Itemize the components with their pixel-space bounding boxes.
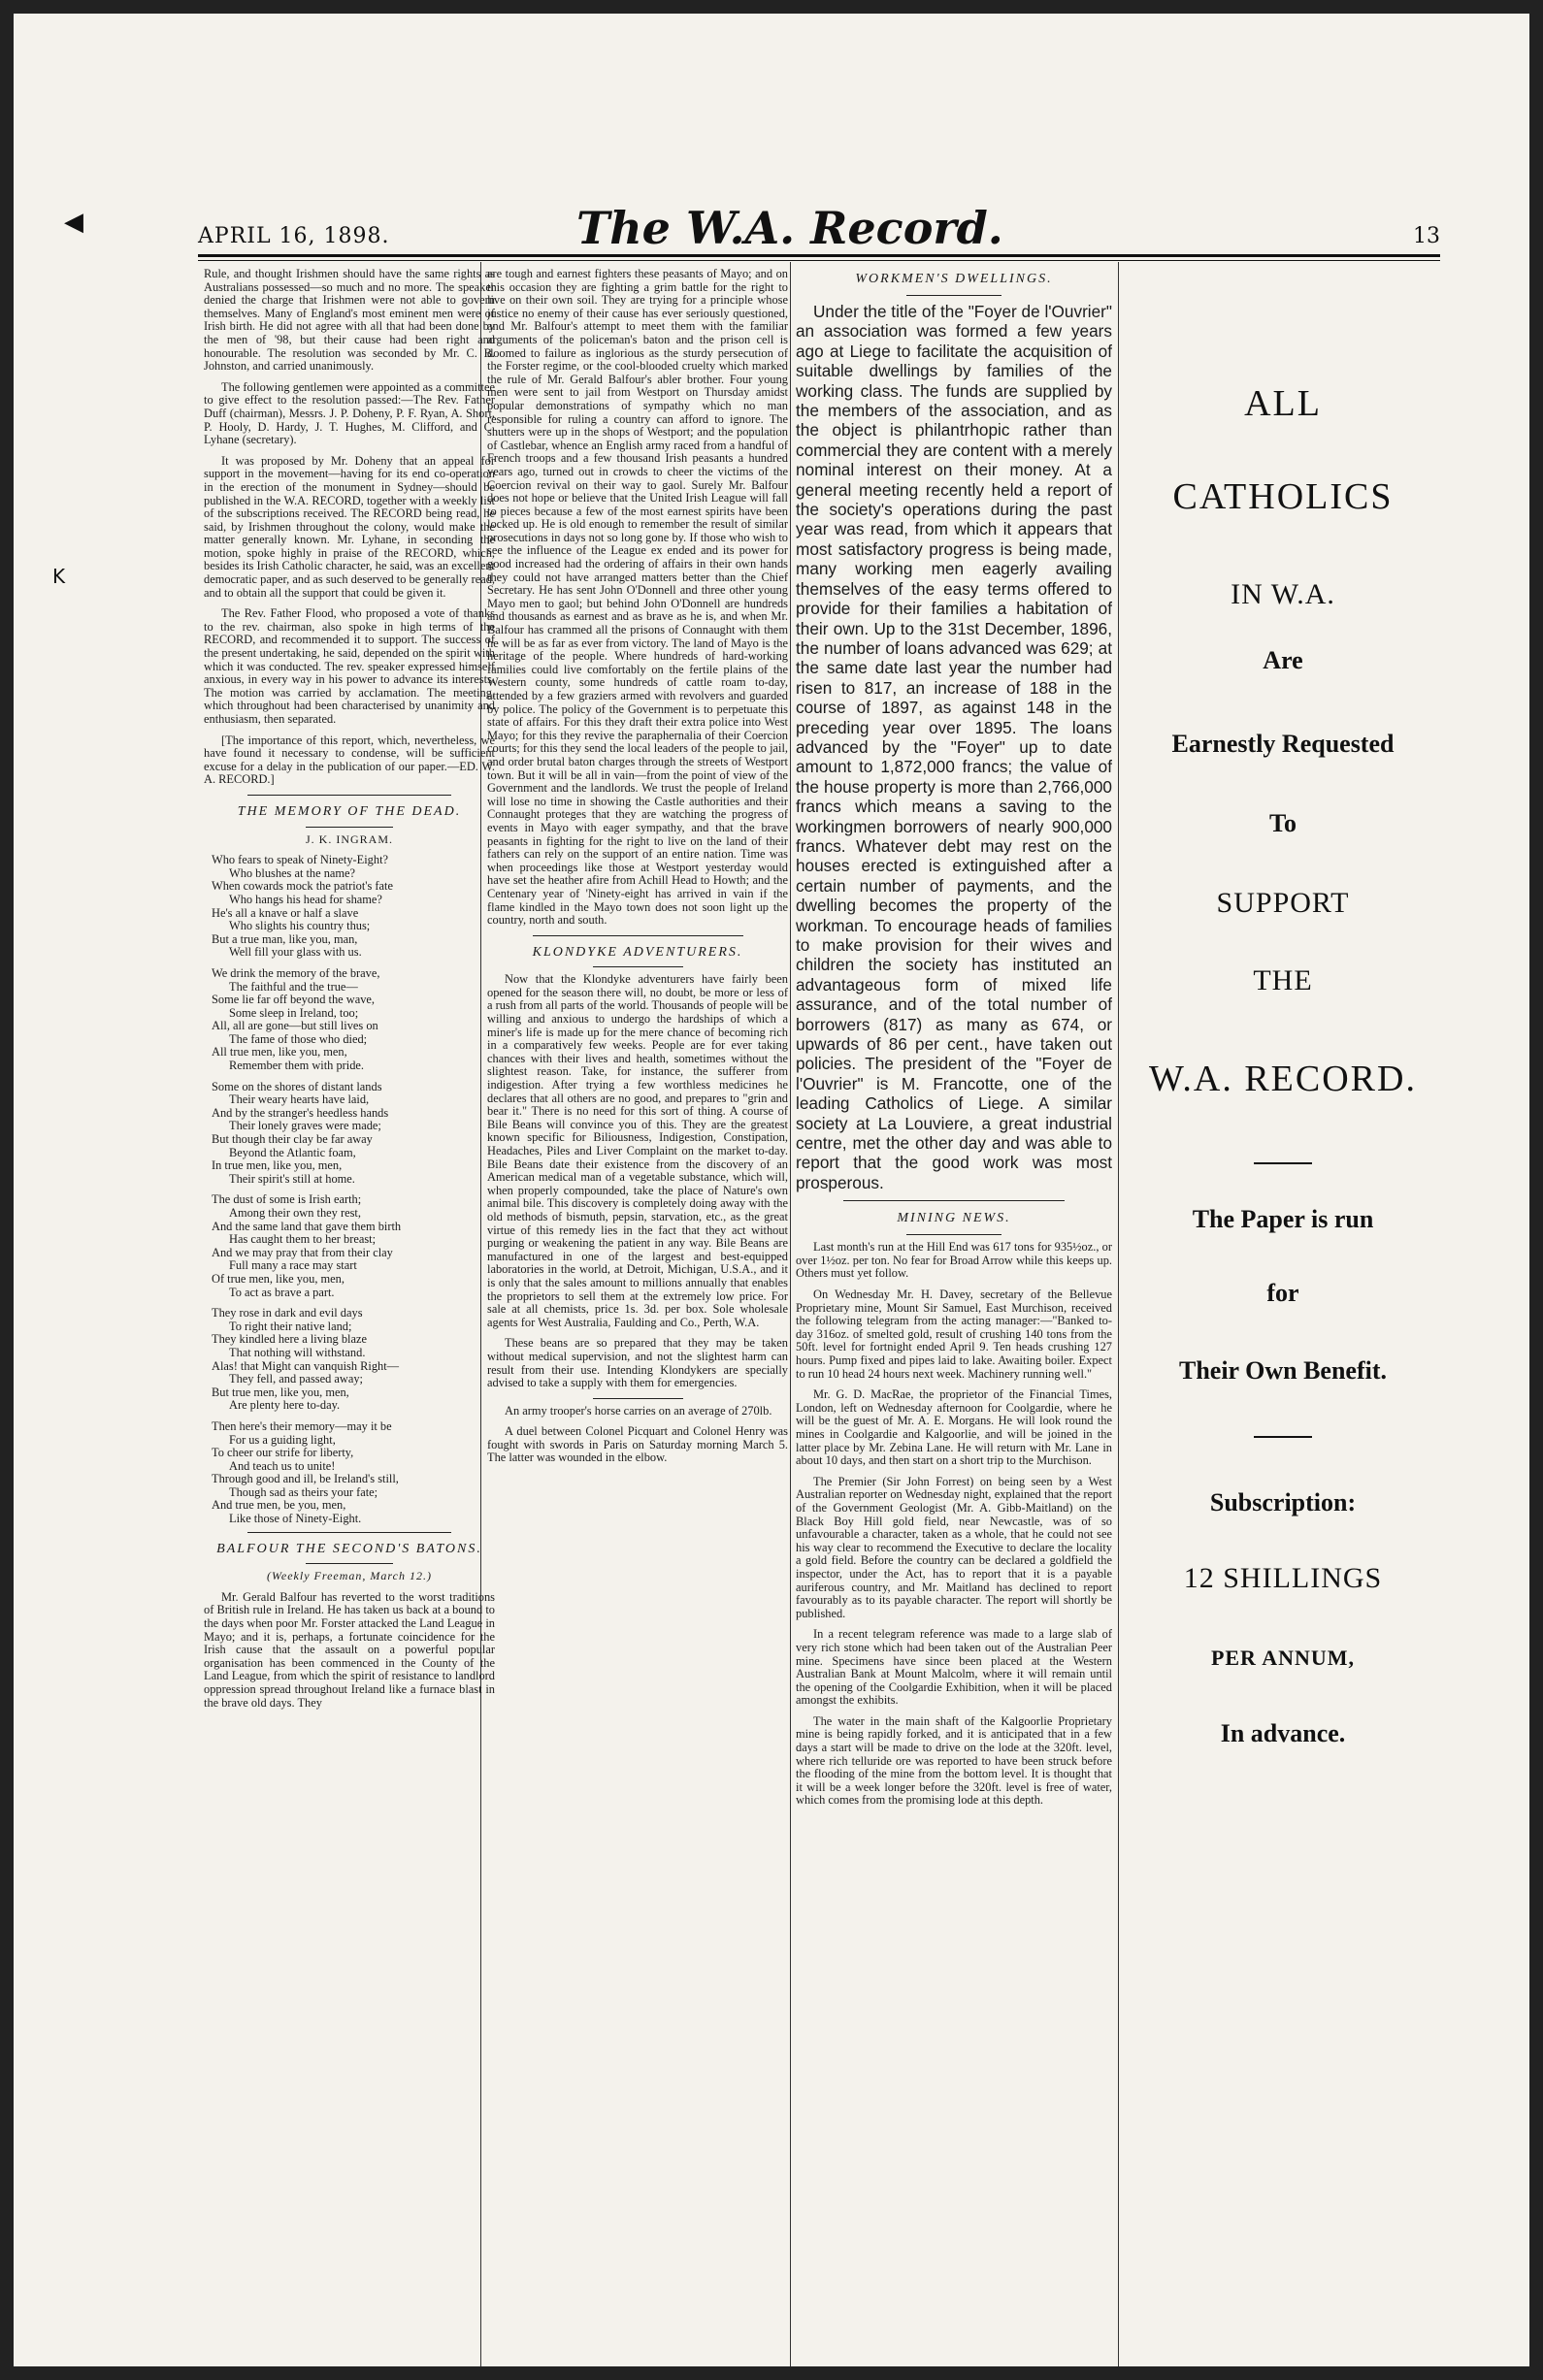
article-title: WORKMEN'S DWELLINGS.: [855, 272, 1053, 286]
poem-line: But a true man, like you, man,: [212, 931, 358, 946]
poem-line: All true men, like you, men,: [212, 1045, 347, 1060]
ad-line: THE: [1253, 964, 1313, 996]
article-paragraph: The Premier (Sir John Forrest) on being seen by a West Australian reporter on Wednesday night, explained that the report of the Government Geologist (Mr. A. Gibb-Maitland) on the Black Boy Hill gold field, near Newcastle, was of so unfavourable a character, taken as a whole, that he could not see his way clear to recommend the Executive to declare the locality a gold field. Before the country can be declared a goldfield the inspector, under the Act, has to report that it is a payable auriferous country, and Mr. Maitland has declined to report favourably as to its payable character. The report will shortly be published.: [796, 1474, 1112, 1620]
page-header: [198, 196, 1440, 254]
poem-line: And the same land that gave them birth: [212, 1219, 402, 1233]
poem-line: Who fears to speak of Ninety-Eight?: [212, 853, 389, 867]
poem-line: And true men, be you, men,: [212, 1498, 346, 1513]
poem-line: Some lie far off beyond the wave,: [212, 993, 376, 1007]
article-paragraph: Under the title of the "Foyer de l'Ouvrier" an association was formed a few years ago at Liege to facilitate the acquisition of suitable dwellings by families of the working class. The funds are supplied by the members of the association, and as the object is philantrhopic rather than commercial they are content with a merely nominal interest on their money. At a general meeting recently held a report of the society's operations during the past year was read, from which it appears that most satisfactory progress is being made, many working men eagerly availing themselves of the easy terms offered to provide for their families a habitation of their own. Up to the 31st December, 1896, the number of loans advanced was 629; at the same date last year the number had risen to 817, an increase of 188 in the course of 1897, as against 148 in the preceding year over 1895. The loans advanced by the "Foyer" up to date amount to 1,872,000 francs; the value of the house property is more than 2,766,000 francs which means a saving to the workingmen borrowers of nearly 900,000 francs. Whatever debt may rest on the houses erected is extinguished after a certain number of payments, and the dwelling becomes the property of the workman. To encourage heads of families to make provision for their wives and children the society has instituted an advantageous form of mixed life assurance, and of the total number of borrowers (817) as many as 674, or upwards of 86 per cent., have taken out policies. The president of the "Foyer de l'Ouvrier" is M. Francotte, one of the leading Catholics of Liege. A similar society at La Louviere, a great industrial centre, met the other day and was able to report that the good work was most prosperous.: [796, 302, 1112, 1192]
poem-line: Their lonely graves were made;: [229, 1119, 381, 1133]
poem-title: THE MEMORY OF THE DEAD.: [237, 803, 462, 819]
poem-line: Remember them with pride.: [229, 1059, 365, 1073]
article-title: MINING NEWS.: [897, 1211, 1011, 1226]
article-paragraph: Mr. G. D. MacRae, the proprietor of the Financial Times, London, left on Wednesday afternoon for Coolgardie, where he will be the guest of Mr. A. E. Morgans. He will look round the mines in Coolgardie and Kalgoorlie, and will be joined in the latter place by Mr. Zebina Lane. He will return with Mr. Lane in about 10 days, and then start on a short trip to the Murchison.: [796, 1387, 1112, 1468]
poem-line: Then here's their memory—may it be: [212, 1418, 392, 1433]
poem-line: The dust of some is Irish earth;: [212, 1192, 362, 1207]
article-paragraph: Rule, and thought Irishmen should have the same rights as Australians possessed—so much and no more. The speaker denied the charge that Irishmen were not able to govern themselves. Many of England's most eminent men were of Irish birth. He did not agree with all that had been done by the men of '98, but their cause had been right and honourable. The resolution was seconded by Mr. C. B. Johnston, and carried unanimously.: [204, 268, 495, 374]
article-source: (Weekly Freeman, March 12.): [267, 1569, 432, 1583]
poem-line: To act as brave a part.: [229, 1285, 335, 1299]
section-divider: [533, 935, 743, 936]
poem-line: Beyond the Atlantic foam,: [229, 1145, 356, 1159]
article-paragraph: It was proposed by Mr. Doheny that an appeal for support in the movement—having for its end co-operation in the erection of the monument in Sydney—should be published in the W.A. RECORD, together with a weekly list of the subscriptions received. The RECORD being read, he said, by Irishmen throughout the colony, would make the matter generally known. Mr. Lyhane, in seconding the motion, spoke highly in praise of the RECORD, which, besides its Irish Catholic character, he said, was an excellent democratic paper, and as such deserved to be generally read, and to obtain all the support that could be given it.: [204, 453, 495, 600]
binding-mark-icon: ◀: [64, 208, 83, 237]
poem-line: Of true men, like you, men,: [212, 1271, 345, 1286]
poem-line: To right their native land;: [229, 1319, 352, 1333]
poem-line: Some on the shores of distant lands: [212, 1079, 382, 1093]
ad-line: 12 SHILLINGS: [1183, 1562, 1383, 1594]
ad-line: Earnestly Requested: [1171, 730, 1395, 758]
editor-note: [The importance of this report, which, nevertheless, we have found it necessary to condense, will be sufficient excuse for a delay in the publication of our paper.—ED. W. A. RECORD.]: [204, 733, 495, 787]
article-title: KLONDYKE ADVENTURERS.: [532, 944, 743, 960]
poem-line: To cheer our strife for liberty,: [212, 1446, 354, 1460]
header-rule-thin: [198, 260, 1440, 261]
poem-line: Alas! that Might can vanquish Right—: [212, 1358, 400, 1373]
poem-line: Has caught them to her breast;: [229, 1232, 377, 1247]
section-divider: [593, 1398, 683, 1399]
section-divider: [906, 1234, 1001, 1235]
poem-line: Who slights his country thus;: [229, 919, 371, 933]
issue-date: APRIL 16, 1898.: [198, 224, 390, 248]
poem-line: But though their clay be far away: [212, 1132, 373, 1147]
masthead-title: The W.A. Record.: [576, 202, 1003, 254]
subscription-advertisement: [1126, 268, 1440, 2364]
section-divider: [247, 795, 451, 796]
article-title: BALFOUR THE SECOND'S BATONS.: [216, 1541, 482, 1556]
poem-author: J. K. INGRAM.: [305, 831, 393, 846]
poem-line: Like those of Ninety-Eight.: [229, 1512, 362, 1526]
poem-line: Through good and ill, be Ireland's still,: [212, 1472, 399, 1486]
poem-line: He's all a knave or half a slave: [212, 905, 359, 920]
poem-line: And we may pray that from their clay: [212, 1245, 393, 1259]
poem-body: [212, 854, 495, 1526]
poem-line: Their weary hearts have laid,: [229, 1092, 370, 1107]
article-paragraph: The following gentlemen were appointed as a committee to give effect to the resolution passed:—The Rev. Father Duff (chairman), Messrs. J. P. Doheny, P. F. Ryan, A. Short, P. Hooly, D. Hardy, J. T. Hughes, M. Clifford, and C. Lyhane (secretary).: [204, 379, 495, 447]
ad-line: for: [1266, 1279, 1299, 1307]
section-divider: [306, 827, 393, 828]
section-divider: [843, 1200, 1065, 1201]
poem-line: And teach us to unite!: [229, 1458, 336, 1473]
section-divider: [593, 966, 683, 967]
ad-line: In advance.: [1220, 1719, 1346, 1747]
article-paragraph: are tough and earnest fighters these peasants of Mayo; and on this occasion they are fighting a grim battle for the right to live on their own soil. They are trying for a principle whose justice no enemy of their cause has ever seriously questioned, and Mr. Balfour's attempt to meet them with the familiar arguments of the policeman's baton and the prison cell is doomed to failure as inglorious as the sturdy persecution of the Forster regime, or the cool-blooded cruelty which marked the rule of Mr. Gerald Balfour's abler brother. Four young men were sent to jail from Westport on Thursday amidst popular demonstrations of sympathy which no man responsible for ruling a country can afford to ignore. The shutters were up in the shops of Westport; and the population of Castlebar, whence an English army raced from a handful of French troops and a few thousand Irish peasants a hundred years ago, turned out in crowds to cheer the victims of the Coercion revival on their way to gaol. Surely Mr. Balfour does not hope or believe that the United Irish League will fall to pieces because a few of the most earnest spirits have been locked up. He is old enough to remember the result of similar prosecutions in days not so long gone by. If those who wish to see the influence of the League ex ended and its power for good increased had the ordering of affairs in their own hands they could not have arranged matters better than the Chief Secretary. He has sent John O'Donnell and three other young Mayo men to gaol; but behind John O'Donnell are hundreds and thousands as earnest and as brave as he is, and when Mr. Balfour has crammed all the prisons of Connaught with them he will be as far as ever from victory. The land of Mayo is the heritage of the people. Where hundreds of hard-working families could live comfortably on the fertile plains of the Western county, some hundreds of cattle roam to-day, attended by a few graziers armed with revolvers and guarded by police. The policy of the Government is to perpetuate this state of affairs. For this they draft their extra police into West Mayo; for this they revive the paraphernalia of their Coercion courts; for this they send the local leaders of the people to jail, and order brutal baton charges through the streets of Westport town. But it will be all in vain—from the point of view of the Government and the landlords. We trust the people of Ireland will lose no time in showing the Castle authorities and their Connaught proteges that they are watching the progress of events in Mayo with eager sympathy, and that the brave peasants in fighting for the right to live on the land of their fathers can rely on the support of an entire nation. Time was when proceedings like those at Westport yesterday would have set the heather afire from Achill Head to Howth; and the Centenary year of 'Ninety-eight has arrived in vain if the flame kindled in the Mayo town does not soon light up the country, north and south.: [487, 268, 788, 928]
poem-line: Full many a race may start: [229, 1258, 357, 1273]
poem-line: They fell, and passed away;: [229, 1372, 363, 1386]
ad-line: Subscription:: [1209, 1488, 1357, 1516]
poem-line: Who hangs his head for shame?: [229, 892, 382, 906]
poem-line: The faithful and the true—: [229, 979, 358, 994]
poem-line: Are plenty here to-day.: [229, 1398, 341, 1413]
column-1: [204, 268, 495, 2364]
column-rule: [1118, 262, 1119, 2366]
ad-line: CATHOLICS: [1172, 476, 1394, 517]
article-paragraph: Now that the Klondyke adventurers have fairly been opened for the season there will, no doubt, be more or less of a rush from all parts of the world. Thousands of people will be willing and anxious to undergo the hardships of which a miner's life is made up for the mere chance of becoming rich in a comparatively few weeks. People are for ever taking chances with their lives and health, sometimes without the slightest reason. Take, for instance, the sufferer from indigestion. After trying a few worthless medicines he declares that all others are no good, and prepares to "grin and bear it." There is no need for this sort of thing. A course of Bile Beans will convince you of this. They are the greatest known specific for Biliousness, Indigestion, Constipation, Headaches, Piles and Liver Complaint on the market to-day. Bile Beans date their existence from the discovery of an American medical man of a vegetable substance, which will, when properly compounded, take the place of Nature's own animal bile. This discovery is completely doing away with the old methods of bismuth, pepsin, starvation, etc., as the great virtue of this remedy lies in the fact that they act without purging or weakening the patient in any way. Bile Beans are manufactured in one of the largest and best-equipped laboratories in the world, at Detroit, Michigan, U.S.A., and it is only that the sales amount to millions annually that enables the proprietors to sell them at the extremely low price. For sale at all chemists, price 1s. 3d. per box. Sole wholesale agents for West Australia, Faulding and Co., Perth, W.A.: [487, 972, 788, 1329]
ad-line: Their Own Benefit.: [1178, 1356, 1388, 1385]
section-divider: [247, 1532, 451, 1533]
column-rule: [790, 262, 791, 2366]
section-divider: [906, 295, 1001, 296]
poem-line: But true men, like you, men,: [212, 1385, 349, 1399]
poem-line: Well fill your glass with us.: [229, 945, 362, 960]
poem-line: Who blushes at the name?: [229, 865, 356, 880]
poem-line: All, all are gone—but still lives on: [212, 1019, 378, 1033]
section-divider: [306, 1563, 393, 1564]
ad-line: SUPPORT: [1216, 887, 1350, 919]
article-paragraph: These beans are so prepared that they may be taken without medical supervision, and not the slightest harm can result from their use. Intending Klondykers are specially advised to take a supply with them for emergencies.: [487, 1336, 788, 1390]
poem-line: When cowards mock the patriot's fate: [212, 879, 393, 894]
ad-line: PER ANNUM,: [1210, 1646, 1356, 1670]
header-rule: [198, 254, 1440, 257]
column-3: [796, 268, 1112, 2364]
ad-line: The Paper is run: [1192, 1205, 1374, 1233]
poem-line: Among their own they rest,: [229, 1206, 361, 1220]
poem-line: Some sleep in Ireland, too;: [229, 1005, 359, 1020]
article-paragraph: An army trooper's horse carries on an average of 270lb.: [505, 1403, 772, 1418]
article-paragraph: In a recent telegram reference was made to a large slab of very rich stone which had been taken out of the Australian Peer mine. Specimens have since been placed at the Western Australian Bank at Mount Malcolm, where it will remain until the opening of the Coolgardie Exhibition, when it will be placed amongst the exhibits.: [796, 1627, 1112, 1708]
ad-line: ALL: [1244, 383, 1322, 424]
article-body: [796, 1241, 1112, 1808]
column-2: [487, 268, 788, 2364]
poem-line: And by the stranger's heedless hands: [212, 1105, 389, 1120]
ad-divider: [1254, 1162, 1312, 1164]
ad-line: W.A. RECORD.: [1149, 1059, 1417, 1099]
margin-mark-icon: K: [52, 565, 66, 588]
ad-line: IN W.A.: [1231, 578, 1335, 610]
article-paragraph: Last month's run at the Hill End was 617 tons for 935½oz., or over 1½oz. per ton. No fear for Broad Arrow while this keeps up. Others must yet follow.: [796, 1240, 1112, 1281]
poem-line: They kindled here a living blaze: [212, 1332, 367, 1347]
poem-line: We drink the memory of the brave,: [212, 965, 380, 980]
article-paragraph: On Wednesday Mr. H. Davey, secretary of the Bellevue Proprietary mine, Mount Sir Samuel, East Murchison, received the following telegram from the acting manager:—"Banked to-day 316oz. of smelted gold, result of crushing 140 tons from the 50ft. level for fortnight ended April 9. Ten heads crushing 127 hours. Pump fixed and pipes laid to lake. Awaiting boiler. Expect to run 10 head 24 hours next week. Machinery running well.": [796, 1288, 1112, 1381]
ad-divider: [1254, 1436, 1312, 1438]
ad-line: Are: [1263, 646, 1303, 674]
poem-line: They rose in dark and evil days: [212, 1306, 363, 1320]
ad-line: To: [1269, 809, 1297, 837]
poem-line: That nothing will withstand.: [229, 1345, 366, 1359]
newspaper-page: [14, 14, 1529, 2366]
article-paragraph: Mr. Gerald Balfour has reverted to the worst traditions of British rule in Ireland. He has taken us back at a bound to the days when poor Mr. Forster attacked the Land League in Mayo; and it is, perhaps, a fortunate coincidence for the Irish cause that the assault on a powerful popular organisation has been commenced in the County of the Land League, from which the spirit of resistance to landlord oppression spread throughout Ireland like a furnace blast in the brave old days. They: [204, 1589, 495, 1710]
article-body: [796, 302, 1112, 1192]
poem-line: Though sad as theirs your fate;: [229, 1484, 378, 1499]
page-number: 13: [1413, 224, 1440, 248]
poem-line: In true men, like you, men,: [212, 1158, 343, 1173]
article-paragraph: The Rev. Father Flood, who proposed a vote of thanks to the rev. chairman, also spoke in high terms of the RECORD, and recommended it to support. The success of the present undertaking, he said, depended on the spirit with which it was conducted. The rev. speaker expressed himself anxious, in every way in his power to advance its interests. The motion was carried by acclamation. The meeting, which throughout had been characterised by unanimity and enthusiasm, then separated.: [204, 606, 495, 726]
poem-line: For us a guiding light,: [229, 1432, 336, 1447]
poem-line: Their spirit's still at home.: [229, 1171, 355, 1186]
article-paragraph: A duel between Colonel Picquart and Colonel Henry was fought with swords in Paris on Saturday morning March 5. The latter was wounded in the elbow.: [487, 1424, 788, 1465]
article-paragraph: The water in the main shaft of the Kalgoorlie Proprietary mine is being rapidly forked, and it is anticipated that in a few days a start will be made to drive on the lode at the 320ft. level, where rich telluride ore was reported to have been struck before the flooding of the mine from the bottom level. It is thought that it will be a week longer before the 320ft. level is free of water, which comes from the promising lode at this depth.: [796, 1713, 1112, 1808]
poem-line: The fame of those who died;: [229, 1031, 368, 1046]
